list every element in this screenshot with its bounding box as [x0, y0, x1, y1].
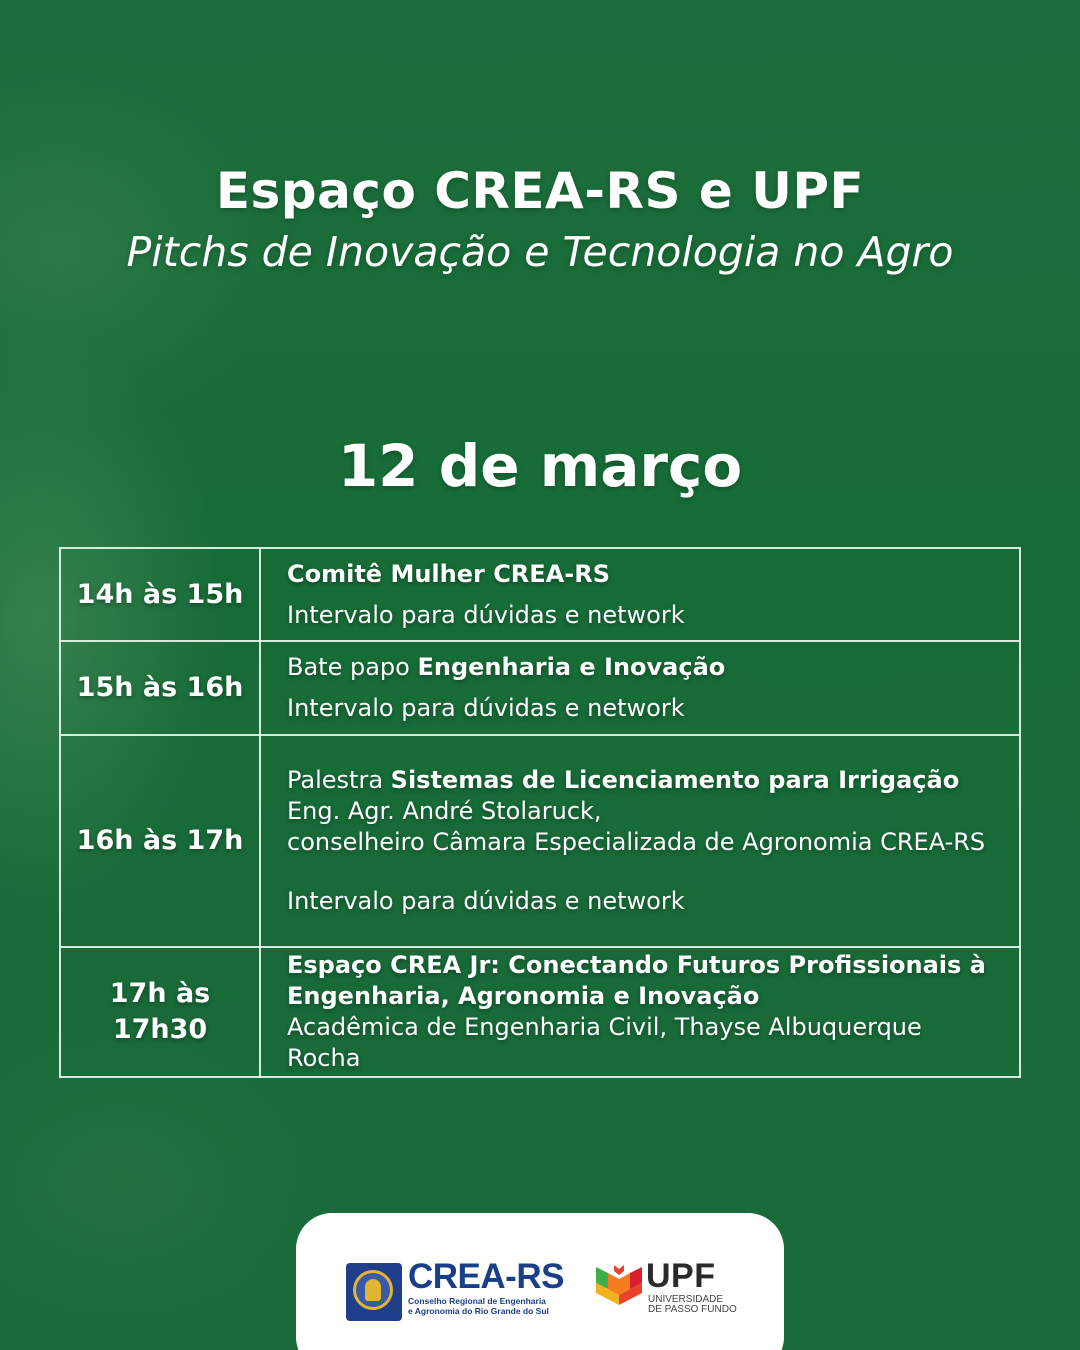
- schedule-text: Intervalo para dúvidas e network: [287, 600, 685, 629]
- upf-logo: [596, 1259, 746, 1323]
- logo-panel: [296, 1213, 784, 1350]
- schedule-text: Bate papo: [287, 653, 418, 681]
- upf-logo-name: UPF: [646, 1257, 716, 1295]
- schedule-time: 15h às 16h: [60, 641, 260, 735]
- event-subtitle: Pitchs de Inovação e Tecnologia no Agro: [126, 228, 954, 276]
- schedule-text: Intervalo para dúvidas e network: [287, 694, 685, 722]
- schedule-time: 14h às 15h: [60, 548, 260, 641]
- schedule-text: conselheiro Câmara Especializada de Agronomia CREA-RS: [287, 828, 986, 856]
- event-date: 12 de março: [337, 432, 743, 500]
- schedule-text: Intervalo para dúvidas e network: [287, 887, 685, 915]
- schedule-text: Acadêmica de Engenharia Civil, Thayse Albuquerque Rocha: [287, 1013, 922, 1072]
- schedule-bold-text: Espaço CREA Jr: Conectando Futuros Profissionais à: [287, 951, 986, 979]
- schedule-bold-text: Sistemas de Licenciamento para Irrigação: [390, 766, 960, 794]
- schedule-row: [60, 548, 1020, 641]
- schedule-text: Eng. Agr. André Stolaruck,: [287, 797, 602, 825]
- schedule-content: [260, 641, 1020, 735]
- schedule-bold-text: Engenharia e Inovação: [417, 653, 726, 681]
- schedule-content: [260, 548, 1020, 641]
- upf-logo-description: UNIVERSIDADE DE PASSO FUNDO: [648, 1294, 737, 1315]
- schedule-time: 16h às 17h: [60, 735, 260, 947]
- schedule-content: [260, 947, 1020, 1077]
- crea-rs-logo: [346, 1257, 566, 1323]
- event-title: Espaço CREA-RS e UPF: [215, 162, 865, 220]
- schedule-content: [260, 735, 1020, 947]
- schedule-time-line: 17h30: [112, 1014, 208, 1045]
- schedule-bold-text: Comitê Mulher CREA-RS: [287, 559, 610, 588]
- crea-seal-icon: [346, 1263, 402, 1321]
- schedule-text: Palestra: [287, 766, 391, 794]
- schedule-bold-text: Engenharia, Agronomia e Inovação: [287, 982, 760, 1010]
- schedule-row: [60, 641, 1020, 735]
- schedule-time-line: 17h às: [109, 978, 211, 1009]
- upf-mark-icon: [596, 1263, 642, 1305]
- schedule-table: [59, 547, 1021, 1078]
- schedule-time: [60, 947, 260, 1077]
- schedule-row: [60, 947, 1020, 1077]
- crea-logo-description: Conselho Regional de Engenharia e Agronomia do Rio Grande do Sul: [408, 1296, 549, 1316]
- crea-logo-name: CREA-RS: [408, 1257, 564, 1296]
- schedule-row: [60, 735, 1020, 947]
